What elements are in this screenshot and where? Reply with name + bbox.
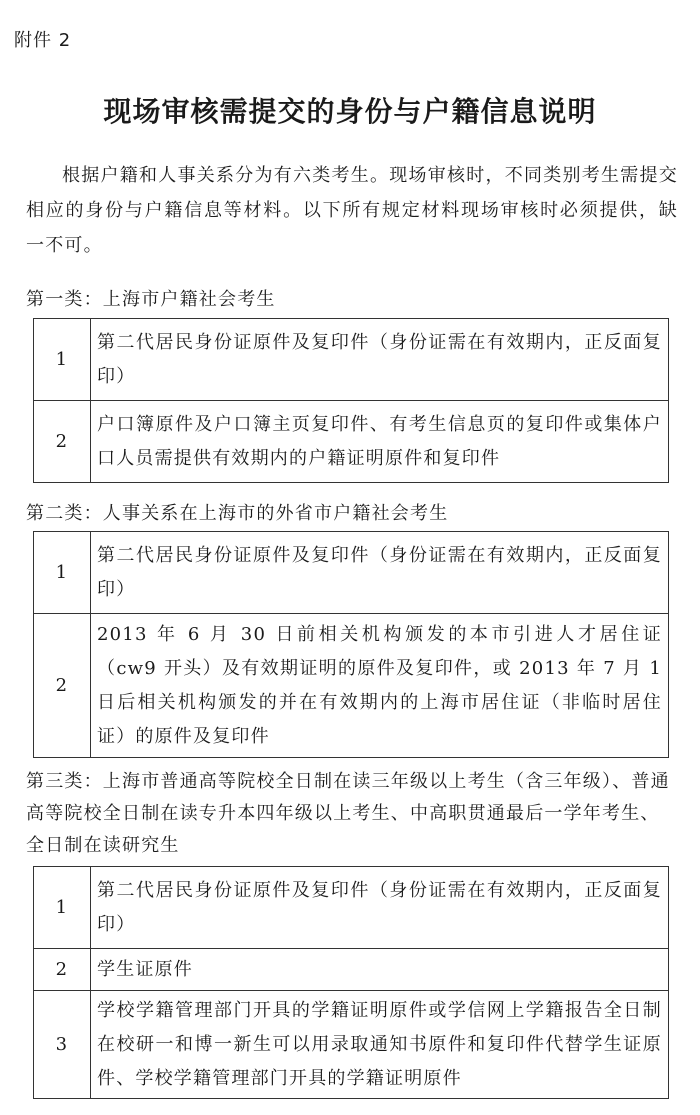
- item-number: 1: [34, 319, 91, 401]
- table-row: [34, 532, 669, 614]
- category-3-table: [33, 866, 669, 1099]
- category-1-heading: 第一类：上海市户籍社会考生: [26, 289, 276, 310]
- intro-paragraph: 根据户籍和人事关系分为有六类考生。现场审核时，不同类别考生需提交相应的身份与户籍信息等材料。以下所有规定材料现场审核时必须提供，缺一不可。: [26, 165, 678, 256]
- category-3-heading: 第三类：上海市普通高等院校全日制在读三年级以上考生（含三年级）、普通高等院校全日制在读专升本四年级以上考生、中高职贯通最后一学年考生、全日制在读研究生: [26, 771, 670, 856]
- attachment-label: 附件 2: [14, 30, 72, 51]
- table-row: [34, 867, 669, 949]
- item-number: 2: [34, 949, 91, 991]
- table-row: [34, 614, 669, 758]
- item-number: 1: [34, 867, 91, 949]
- item-number: 2: [34, 401, 91, 483]
- table-row: [34, 949, 669, 991]
- category-2-table: [33, 531, 669, 758]
- item-number: 3: [34, 991, 91, 1099]
- item-text: 第二代居民身份证原件及复印件（身份证需在有效期内，正反面复印）: [91, 532, 669, 614]
- item-text: 户口簿原件及户口簿主页复印件、有考生信息页的复印件或集体户口人员需提供有效期内的户籍证明原件和复印件: [91, 401, 669, 483]
- document-title: 现场审核需提交的身份与户籍信息说明: [103, 95, 597, 128]
- item-text: 第二代居民身份证原件及复印件（身份证需在有效期内，正反面复印）: [91, 319, 669, 401]
- table-row: [34, 401, 669, 483]
- category-2-heading: 第二类：人事关系在上海市的外省市户籍社会考生: [26, 503, 449, 524]
- item-text: 学生证原件: [91, 949, 669, 991]
- item-text: 2013 年 6 月 30 日前相关机构颁发的本市引进人才居住证（cw9 开头）及有效期证明的原件及复印件，或 2013 年 7 月 1 日后相关机构颁发的并在有效期内的上海市居住证（非临时居住证）的原件及复印件: [91, 614, 669, 758]
- table-row: [34, 319, 669, 401]
- category-1-table: [33, 318, 669, 483]
- item-text: 第二代居民身份证原件及复印件（身份证需在有效期内，正反面复印）: [91, 867, 669, 949]
- table-row: [34, 991, 669, 1099]
- item-text: 学校学籍管理部门开具的学籍证明原件或学信网上学籍报告全日制在校研一和博一新生可以用录取通知书原件和复印件代替学生证原件、学校学籍管理部门开具的学籍证明原件: [91, 991, 669, 1099]
- item-number: 2: [34, 614, 91, 758]
- item-number: 1: [34, 532, 91, 614]
